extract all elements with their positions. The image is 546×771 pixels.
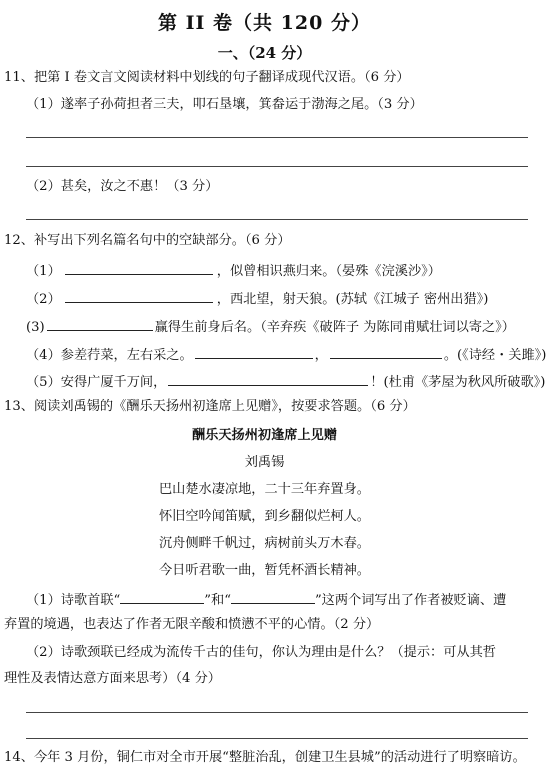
item-number: (3) [26, 320, 45, 335]
poem-line: 巴山楚水凄凉地，二十三年弃置身。 [159, 482, 370, 497]
item-text: 赢得生前身后名。（辛弃疾《破阵子 为陈同甫赋壮词以寄之》） [154, 320, 515, 335]
poem-title: 酬乐天扬州初逢席上见赠 [191, 428, 338, 443]
page-title: 第 II 卷（共 120 分） [158, 12, 371, 34]
q11-stem: 11、把第 I 卷文言文阅读材料中划线的句子翻译成现代汉语。（6 分） [4, 70, 410, 85]
fill-blank[interactable] [168, 373, 368, 386]
fill-blank[interactable] [120, 591, 204, 604]
item-text: （5）安得广厦千万间， [26, 375, 167, 390]
q11-part1: （1）遂率子孙荷担者三夫，叩石垦壤，箕畚运于渤海之尾。（3 分） [26, 97, 423, 112]
fill-blank[interactable] [65, 262, 213, 275]
q11-part2: （2）甚矣，汝之不惠！（3 分） [26, 179, 219, 194]
item-text: （4）参差荇菜，左右采之。 [26, 348, 193, 363]
poem-line: 今日听君歌一曲，暂凭杯酒长精神。 [159, 563, 370, 578]
q13-part2-line1: （2）诗歌颈联已经成为流传千古的佳句，你认为理由是什么？（提示：可从其哲 [26, 645, 496, 660]
answer-line[interactable] [26, 137, 528, 138]
item-text: ”这两个词写出了作者被贬谪、遭 [314, 593, 507, 608]
answer-line[interactable] [26, 219, 528, 220]
item-text: ，西北望，射天狼。(苏轼《江城子 密州出猎》) [216, 292, 489, 307]
q13-part2-line2: 理性及表情达意方面来思考）（4 分） [4, 671, 221, 686]
poem-line: 怀旧空吟闻笛赋，到乡翻似烂柯人。 [159, 509, 370, 524]
item-number: （1） [26, 264, 61, 279]
q12-item3 [26, 318, 515, 336]
fill-blank[interactable] [195, 346, 313, 359]
q12-stem: 12、补写出下列名篇名句中的空缺部分。（6 分） [4, 233, 291, 248]
q12-item5 [26, 373, 545, 391]
answer-line[interactable] [26, 166, 528, 167]
fill-blank[interactable] [231, 591, 315, 604]
item-text: ， [314, 348, 328, 363]
fill-blank[interactable] [330, 346, 442, 359]
item-text: （1）诗歌首联“ [26, 593, 121, 608]
q12-item4 [26, 346, 546, 364]
section-heading: 一、（24 分） [217, 44, 312, 62]
q13-part1-line1 [26, 591, 506, 609]
answer-line[interactable] [26, 712, 528, 713]
q12-item2 [26, 290, 488, 308]
q13-stem: 13、阅读刘禹锡的《酬乐天扬州初逢席上见赠》，按要求答题。（6 分） [4, 399, 416, 414]
item-text: 。(《诗经・关雎》) [443, 348, 546, 363]
poem-line: 沉舟侧畔千帆过，病树前头万木春。 [159, 536, 370, 551]
fill-blank[interactable] [47, 318, 153, 331]
q13-part1-line2: 弃置的境遇，也表达了作者无限辛酸和愤懑不平的心情。（2 分） [4, 617, 380, 632]
poem-author: 刘禹锡 [244, 455, 285, 470]
q12-item1 [26, 262, 441, 280]
item-number: （2） [26, 292, 61, 307]
item-text: ！(杜甫《茅屋为秋风所破歌》) [370, 375, 546, 390]
q14-stem: 14、今年 3 月份，铜仁市对全市开展“整脏治乱，创建卫生县城”的活动进行了明察暗访。 [4, 750, 526, 765]
fill-blank[interactable] [65, 290, 213, 303]
item-text: ”和“ [204, 593, 231, 608]
item-text: ，似曾相识燕归来。（晏殊《浣溪沙》） [216, 264, 441, 279]
answer-line[interactable] [26, 738, 528, 739]
